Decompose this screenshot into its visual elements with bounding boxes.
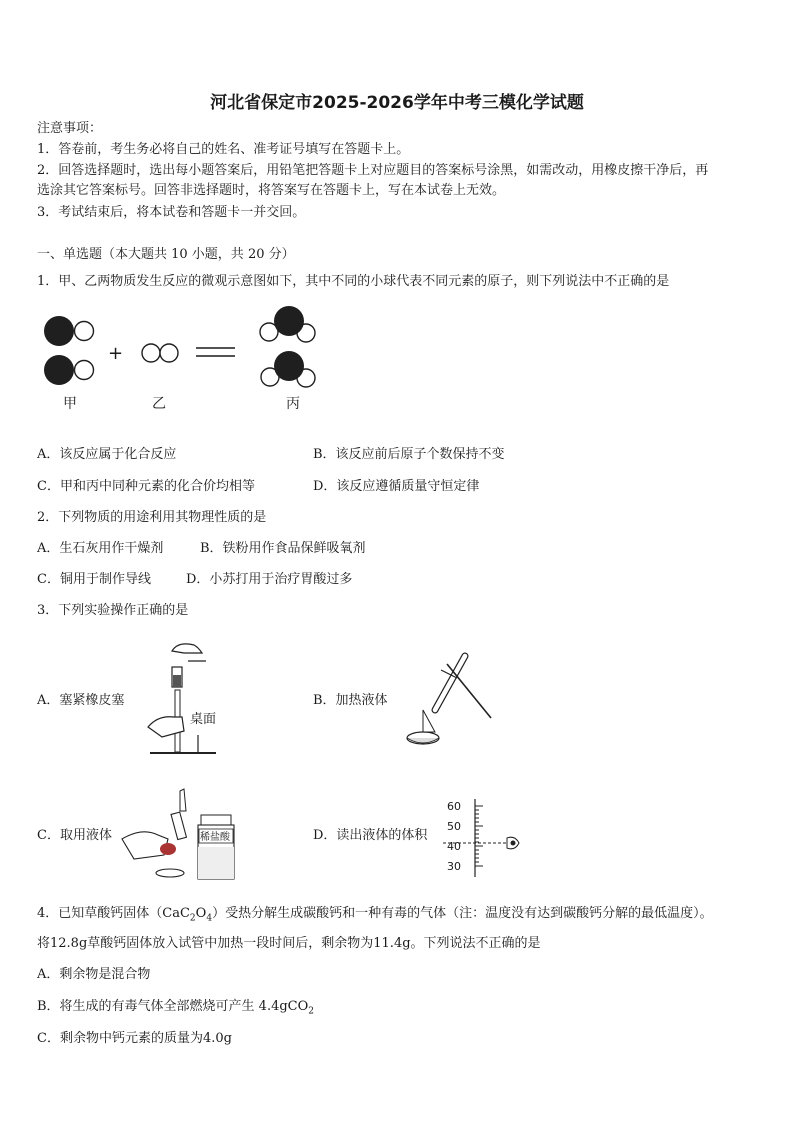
- q3-d-cylinder-figure: [443, 797, 533, 882]
- q2-option-b: B．铁粉用作食品保鲜吸氧剂: [200, 541, 366, 556]
- molecule-jia-1: [44, 316, 94, 346]
- label-jia: 甲: [63, 396, 77, 412]
- q2-option-d: D．小苏打用于治疗胃酸过多: [186, 572, 353, 587]
- notice-heading: 注意事项：: [37, 121, 103, 136]
- plus-sign: +: [108, 343, 124, 364]
- acid-label: 稀盐酸: [200, 832, 230, 843]
- label-bing: 丙: [286, 396, 300, 412]
- q1-option-c: C．甲和丙中同种元素的化合价均相等: [37, 479, 255, 494]
- q3-option-a: A．塞紧橡皮塞: [37, 693, 125, 708]
- notice-item-2-line-2: 选涂其它答案标号。回答非选择题时，将答案写在答题卡上，写在本试卷上无效。: [37, 183, 506, 198]
- q4-sub-2: 2: [189, 913, 196, 924]
- equals-sign: [196, 348, 235, 356]
- q3-c-dropper-figure: [118, 787, 243, 882]
- q3-b-heating-figure: [395, 650, 495, 750]
- q4-option-b-sub: 2: [308, 1006, 315, 1017]
- section-heading: 一、单选题（本大题共 10 小题，共 20 分）: [37, 247, 295, 262]
- q4-sub-4: 4: [206, 913, 213, 924]
- scale-50: 50: [447, 820, 461, 833]
- scale-40: 40: [447, 840, 461, 853]
- q3-a-stopper-figure: [138, 635, 228, 762]
- molecule-yi: [142, 344, 178, 362]
- q3-option-b: B．加热液体: [313, 693, 388, 708]
- q4-stem-part-2: ）受热分解生成碳酸钙和一种有毒的气体（注：温度没有达到碳酸钙分解的最低温度）。: [212, 906, 713, 921]
- q4-stem-line-1: [37, 906, 713, 927]
- q2-option-a: A．生石灰用作干燥剂: [37, 541, 164, 556]
- q2-option-c: C．铜用于制作导线: [37, 572, 151, 587]
- q1-option-a: A．该反应属于化合反应: [37, 447, 177, 462]
- notice-item-3: 3．考试结束后，将本试卷和答题卡一并交回。: [37, 205, 306, 220]
- q2-stem: 2．下列物质的用途利用其物理性质的是: [37, 510, 267, 525]
- q1-option-b: B．该反应前后原子个数保持不变: [313, 447, 505, 462]
- molecule-jia-2: [44, 355, 94, 385]
- q3-option-d: D．读出液体的体积: [313, 828, 428, 843]
- molecule-bing-2: [261, 351, 315, 387]
- desk-label: 桌面: [190, 712, 217, 727]
- notice-item-2-line-1: 2．回答选择题时，选出每小题答案后，用铅笔把答题卡上对应题目的答案标号涂黑，如需改动，用橡皮擦干净后，再: [37, 163, 709, 178]
- page-title: 河北省保定市2025-2026学年中考三模化学试题: [210, 93, 584, 113]
- q4-stem-part-1: 4．已知草酸钙固体（CaC: [37, 906, 190, 921]
- q4-option-b: [37, 999, 314, 1020]
- q4-option-b-text: B．将生成的有毒气体全部燃烧可产生 4.4gCO: [37, 999, 309, 1014]
- q1-stem: 1．甲、乙两物质发生反应的微观示意图如下，其中不同的小球代表不同元素的原子，则下列说法中不正确的是: [37, 274, 670, 289]
- notice-item-1: 1．答卷前，考生务必将自己的姓名、准考证号填写在答题卡上。: [37, 142, 410, 157]
- label-yi: 乙: [152, 396, 166, 412]
- molecule-bing-1: [260, 306, 315, 342]
- q1-option-d: D．该反应遵循质量守恒定律: [313, 479, 480, 494]
- q3-stem: 3．下列实验操作正确的是: [37, 603, 189, 618]
- q4-option-c: C．剩余物中钙元素的质量为4.0g: [37, 1031, 232, 1046]
- scale-30: 30: [447, 860, 461, 873]
- q4-option-a: A．剩余物是混合物: [37, 967, 151, 982]
- q1-reaction-diagram: [38, 303, 318, 418]
- scale-60: 60: [447, 800, 461, 813]
- q4-stem-o: O: [195, 906, 207, 921]
- q3-option-c: C．取用液体: [37, 828, 112, 843]
- q4-stem-line-2: 将12.8g草酸钙固体放入试管中加热一段时间后，剩余物为11.4g。下列说法不正确的是: [37, 936, 541, 951]
